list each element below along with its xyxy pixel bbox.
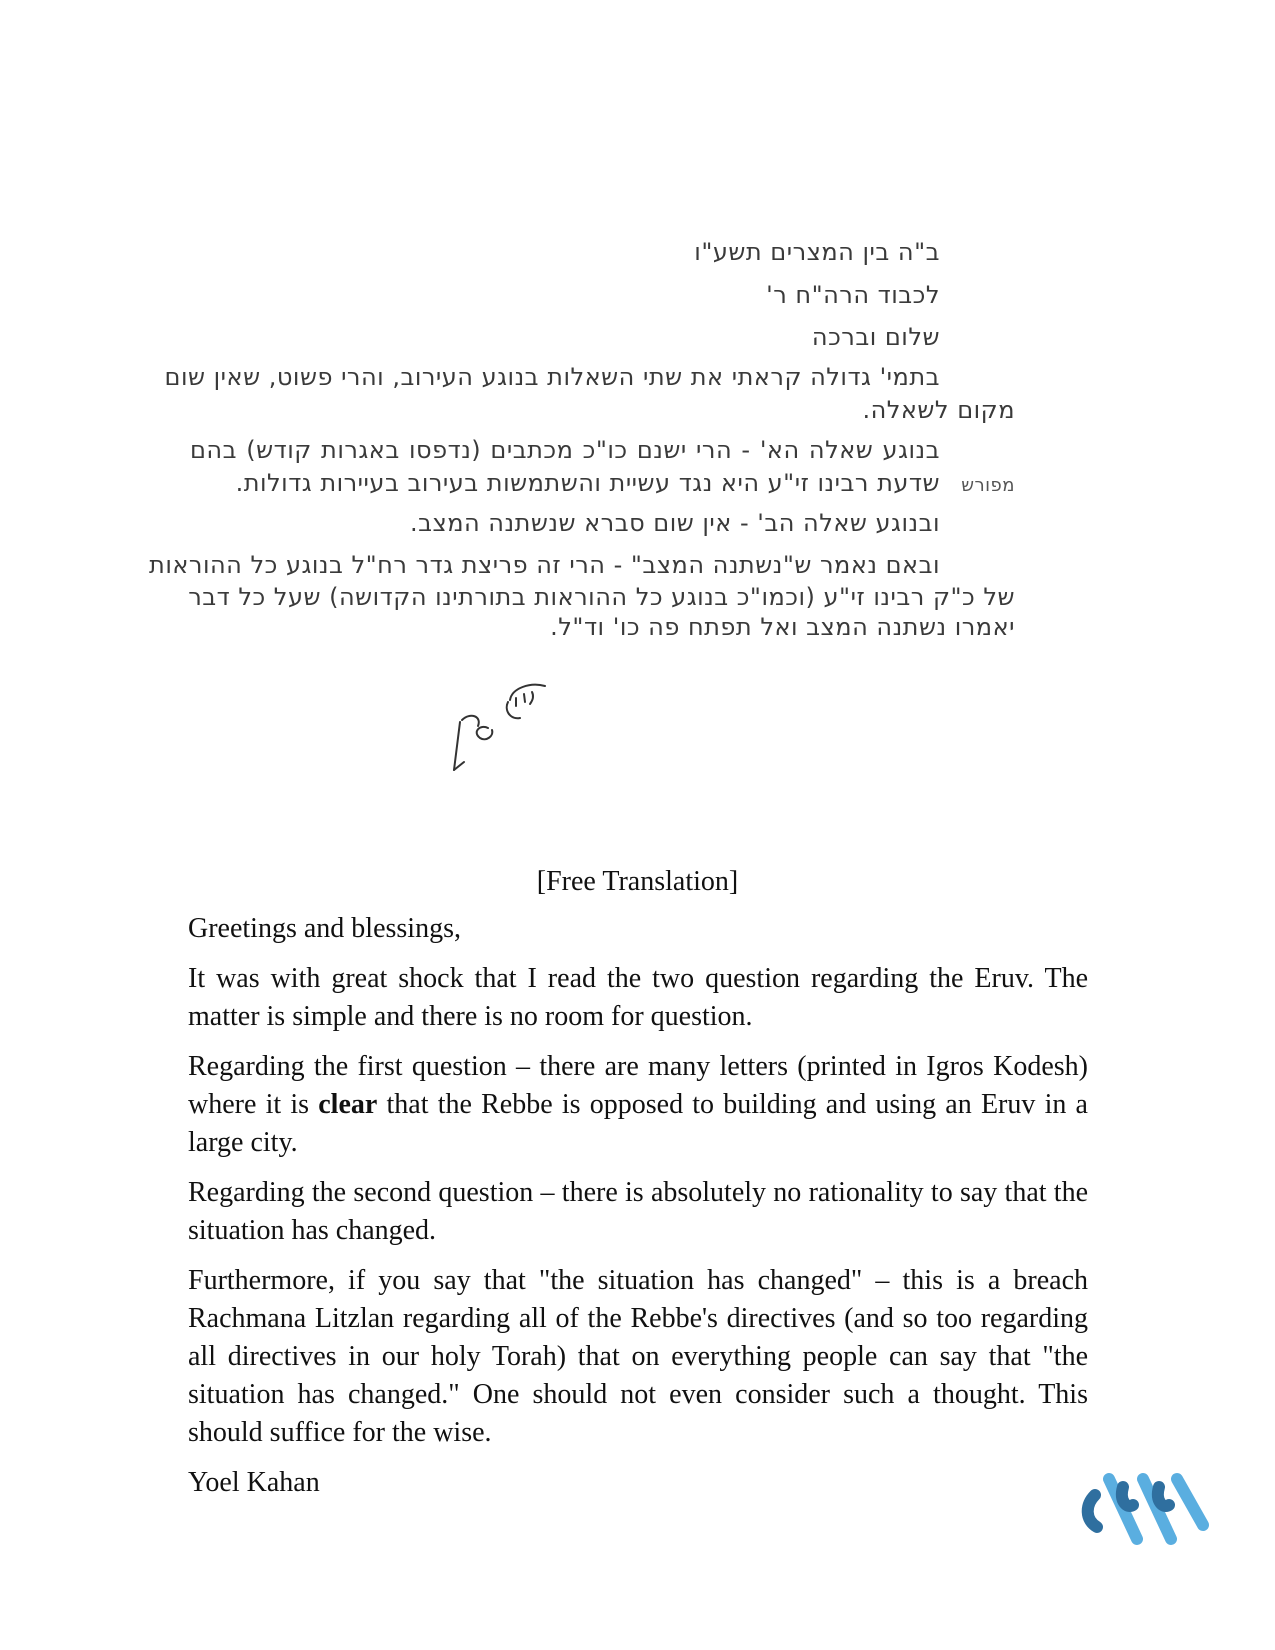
heb-addressee-line: לכבוד הרה"ח ר' [766,281,940,309]
translation-paragraph-3: Regarding the second question – there is absolutely no rationality to say that the situation has changed. [188,1177,1088,1246]
translation-paragraph-1: It was with great shock that I read the two question regarding the Eruv. The matter is simple and there is no room for question. [188,963,1088,1032]
translation-paragraph-4: Furthermore, if you say that "the situation has changed" – this is a breach Rachmana Litzlan regarding all of the Rebbe's directives (and so too regarding all directives in our holy Torah) that on everything people can say that "the situation has changed." One should not even consider such a thought. This should suffice for the wise. [188,1265,1088,1448]
heb-paragraph-4-line-1: ובאם נאמר ש"נשתנה המצב" - הרי זה פריצת גדר רח"ל בנוגע כל ההוראות [149,551,940,579]
heb-paragraph-1-line-2: מקום לשאלה. [862,396,1015,424]
heb-paragraph-1-line-1: בתמי' גדולה קראתי את שתי השאלות בנוגע העירוב, והרי פשוט, שאין שום [164,363,940,391]
hebrew-letter-scan [149,235,1070,675]
heb-date-line: ב"ה בין המצרים תשע"ו [694,238,940,266]
handwritten-signature [450,680,570,790]
heb-paragraph-2-line-1: בנוגע שאלה הא' - הרי ישנם כו"כ מכתבים (נדפסו באגרות קודש) בהם [190,436,940,464]
translation-paragraph-2 [188,1048,1088,1162]
heb-paragraph-4-line-2: של כ"ק רבינו זי"ע (וכמו"כ בנוגע כל ההוראות בתורתינו הקדושה) שעל כל דבר [188,583,1015,611]
translation-paragraph-2-before: Regarding the first question – there are many letters (printed in Igros Kodesh) where it is [188,1051,1088,1120]
heb-margin-note: מפורש [961,475,1015,496]
publisher-logo [1075,1465,1215,1555]
translation-paragraph-2-bold: clear [318,1089,378,1120]
translation-body [188,910,1088,1514]
heb-paragraph-3: ובנוגע שאלה הב' - אין שום סברא שנשתנה המצב. [409,509,940,537]
translation-greeting: Greetings and blessings, [188,913,461,944]
translation-signature: Yoel Kahan [188,1467,320,1498]
translation-paragraph-2-after: that the Rebbe is opposed to building and using an Eruv in a large city. [188,1089,1088,1158]
heb-paragraph-4-line-3: יאמרו נשתנה המצב ואל תפתח פה כו' וד"ל. [550,613,1015,641]
translation-title: [Free Translation] [536,866,739,897]
heb-paragraph-2-line-2: שדעת רבינו זי"ע היא נגד עשיית והשתמשות בעירוב בעיירות גדולות. [235,469,940,497]
heb-greeting-line: שלום וברכה [811,323,940,351]
